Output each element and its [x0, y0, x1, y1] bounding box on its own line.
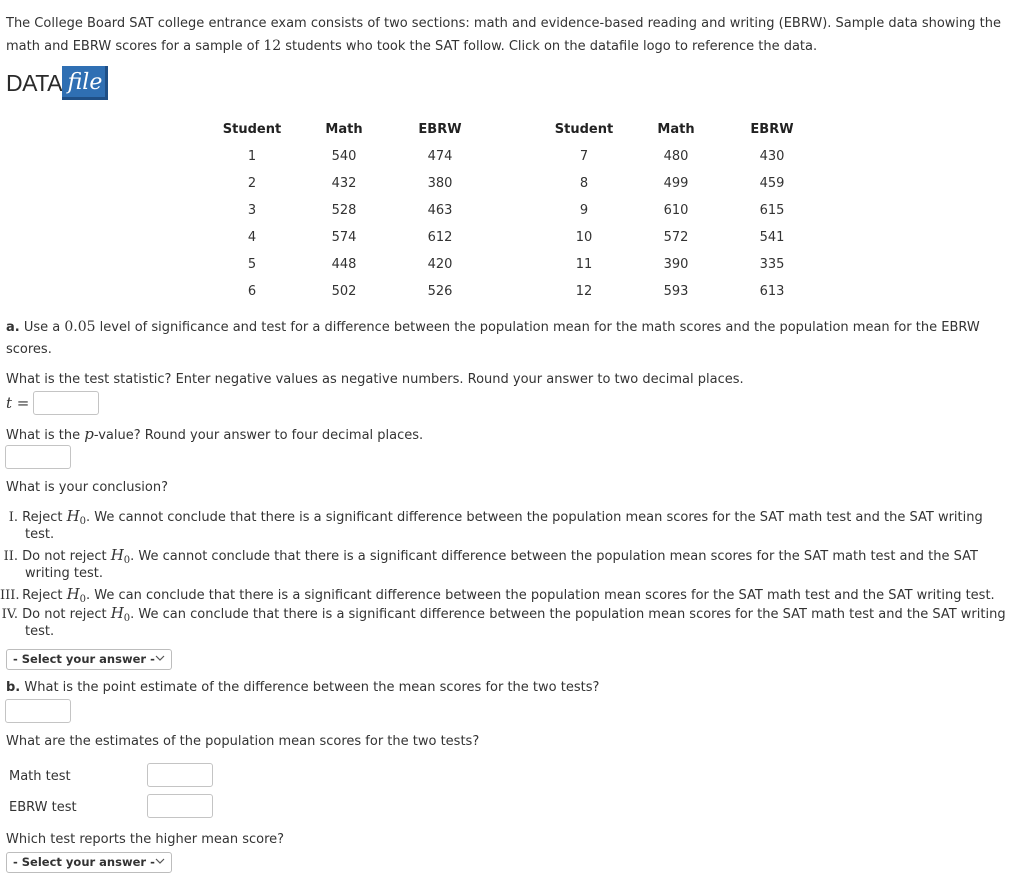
conclusion-select-label: - Select your answer - — [13, 652, 155, 666]
table-cell-math: 480 — [663, 149, 689, 164]
table-header-math: Math — [325, 122, 363, 137]
h0-symbol — [111, 546, 130, 564]
h0-symbol — [67, 585, 86, 603]
table-cell-math: 574 — [331, 230, 357, 245]
higher-mean-question: Which test reports the higher mean score? — [6, 832, 285, 847]
table-cell-ebrw: 430 — [759, 149, 785, 164]
table-cell-math: 610 — [663, 203, 689, 218]
table-cell-ebrw: 474 — [427, 149, 453, 164]
part-a-text-post: level of significance and test for a difference between the population mean for the math scores and the population mean for the EBRW — [95, 320, 980, 335]
chevron-down-icon — [155, 856, 165, 866]
table-cell-student: 6 — [247, 284, 257, 299]
p-value-input[interactable] — [5, 445, 71, 469]
p-value-question — [6, 425, 423, 445]
logo-file-text: file — [62, 66, 108, 100]
conclusion-option — [0, 546, 978, 570]
table-header-student: Student — [222, 122, 282, 137]
h0-letter: H — [66, 507, 80, 525]
point-estimate-question: What is the point estimate of the difference between the mean scores for the two tests? — [20, 680, 600, 695]
table-cell-ebrw: 420 — [427, 257, 453, 272]
option-numeral: IV. — [1, 607, 18, 622]
datafile-logo[interactable] — [6, 64, 108, 102]
part-a-prompt-line-2: scores. — [6, 342, 52, 357]
table-header-ebrw: EBRW — [750, 122, 794, 137]
logo-data-text: DATA — [6, 70, 62, 96]
table-cell-math: 540 — [331, 149, 357, 164]
option-text-pre: Reject — [22, 588, 67, 603]
table-cell-ebrw: 615 — [759, 203, 785, 218]
higher-mean-select-label: - Select your answer - — [13, 855, 155, 869]
ebrw-mean-input[interactable] — [147, 794, 213, 818]
alpha-value: 0.05 — [64, 319, 96, 335]
p-variable: p — [84, 425, 94, 443]
option-text-pre: Do not reject — [22, 607, 111, 622]
option-text-pre: Do not reject — [22, 549, 111, 564]
table-cell-math: 593 — [663, 284, 689, 299]
intro-line-2 — [6, 37, 817, 56]
h0-symbol — [111, 604, 130, 622]
table-cell-ebrw: 541 — [759, 230, 785, 245]
table-cell-student: 8 — [579, 176, 589, 191]
conclusion-select[interactable] — [6, 649, 172, 670]
table-cell-student: 2 — [247, 176, 257, 191]
h0-symbol — [67, 507, 86, 525]
higher-mean-select[interactable] — [6, 852, 172, 873]
h0-subscript: 0 — [123, 613, 131, 624]
table-cell-math: 572 — [663, 230, 689, 245]
part-b-label: b. — [6, 680, 21, 695]
h0-subscript: 0 — [123, 555, 131, 566]
table-cell-student: 12 — [575, 284, 593, 299]
table-cell-ebrw: 463 — [427, 203, 453, 218]
table-cell-math: 528 — [331, 203, 357, 218]
table-cell-math: 432 — [331, 176, 357, 191]
chevron-down-icon — [155, 653, 165, 663]
p-value-question-post: -value? Round your answer to four decimal places. — [93, 428, 424, 443]
option-text-pre: Reject — [22, 510, 67, 525]
table-cell-math: 499 — [663, 176, 689, 191]
math-test-label: Math test — [9, 769, 71, 784]
conclusion-option-continuation: test. — [25, 624, 55, 639]
h0-letter: H — [110, 546, 124, 564]
ebrw-test-label: EBRW test — [9, 800, 77, 815]
table-cell-student: 5 — [247, 257, 257, 272]
option-text-post: . We can conclude that there is a significant difference between the population mean scores for the SAT math test and the SAT writing — [130, 607, 1006, 622]
test-statistic-question: What is the test statistic? Enter negative values as negative numbers. Round your answer to two decimal places. — [6, 372, 744, 387]
test-statistic-input[interactable] — [33, 391, 99, 415]
h0-letter: H — [66, 585, 80, 603]
conclusion-question: What is your conclusion? — [6, 480, 168, 495]
h0-subscript: 0 — [79, 516, 87, 527]
table-header-student: Student — [554, 122, 614, 137]
table-cell-ebrw: 380 — [427, 176, 453, 191]
conclusion-option — [0, 604, 1006, 628]
option-text-post: . We cannot conclude that there is a significant difference between the population mean scores for the SAT math test and the SAT — [130, 549, 978, 564]
part-a-text-pre: Use a — [19, 320, 65, 335]
option-text-post: . We can conclude that there is a significant difference between the population mean scores for the SAT math test and the SAT writing test. — [86, 588, 995, 603]
table-cell-student: 4 — [247, 230, 257, 245]
table-cell-student: 1 — [247, 149, 257, 164]
table-cell-ebrw: 526 — [427, 284, 453, 299]
table-cell-student: 10 — [575, 230, 593, 245]
part-a-label: a. — [6, 320, 20, 335]
table-cell-student: 11 — [575, 257, 593, 272]
math-mean-input[interactable] — [147, 763, 213, 787]
part-a-prompt — [6, 318, 980, 337]
option-numeral: II. — [3, 549, 18, 564]
conclusion-option-continuation: test. — [25, 527, 55, 542]
table-cell-math: 502 — [331, 284, 357, 299]
intro-line-2-pre: math and EBRW scores for a sample of — [6, 39, 264, 54]
intro-line-2-post: students who took the SAT follow. Click on the datafile logo to reference the data. — [281, 39, 818, 54]
point-estimate-input[interactable] — [5, 699, 71, 723]
table-cell-student: 7 — [579, 149, 589, 164]
table-cell-ebrw: 459 — [759, 176, 785, 191]
conclusion-option — [0, 507, 983, 531]
intro-line-1: The College Board SAT college entrance exam consists of two sections: math and evidence-based reading and writing (EBRW). Sample data showing the — [6, 16, 1001, 31]
option-numeral: III. — [0, 588, 20, 603]
h0-letter: H — [110, 604, 124, 622]
sample-size: 12 — [263, 38, 282, 54]
table-cell-math: 390 — [663, 257, 689, 272]
table-cell-ebrw: 335 — [759, 257, 785, 272]
estimates-question: What are the estimates of the population mean scores for the two tests? — [6, 734, 480, 749]
table-cell-student: 9 — [579, 203, 589, 218]
table-cell-ebrw: 613 — [759, 284, 785, 299]
table-cell-math: 448 — [331, 257, 357, 272]
option-numeral: I. — [8, 510, 18, 525]
part-b-prompt — [6, 679, 599, 697]
table-cell-ebrw: 612 — [427, 230, 453, 245]
option-text-post: . We cannot conclude that there is a significant difference between the population mean scores for the SAT math test and the SAT writing — [86, 510, 983, 525]
table-header-math: Math — [657, 122, 695, 137]
conclusion-option-continuation: writing test. — [25, 566, 104, 581]
h0-subscript: 0 — [79, 594, 87, 605]
p-value-question-pre: What is the — [6, 428, 85, 443]
table-cell-student: 3 — [247, 203, 257, 218]
table-header-ebrw: EBRW — [418, 122, 462, 137]
t-label: t = — [6, 394, 30, 412]
